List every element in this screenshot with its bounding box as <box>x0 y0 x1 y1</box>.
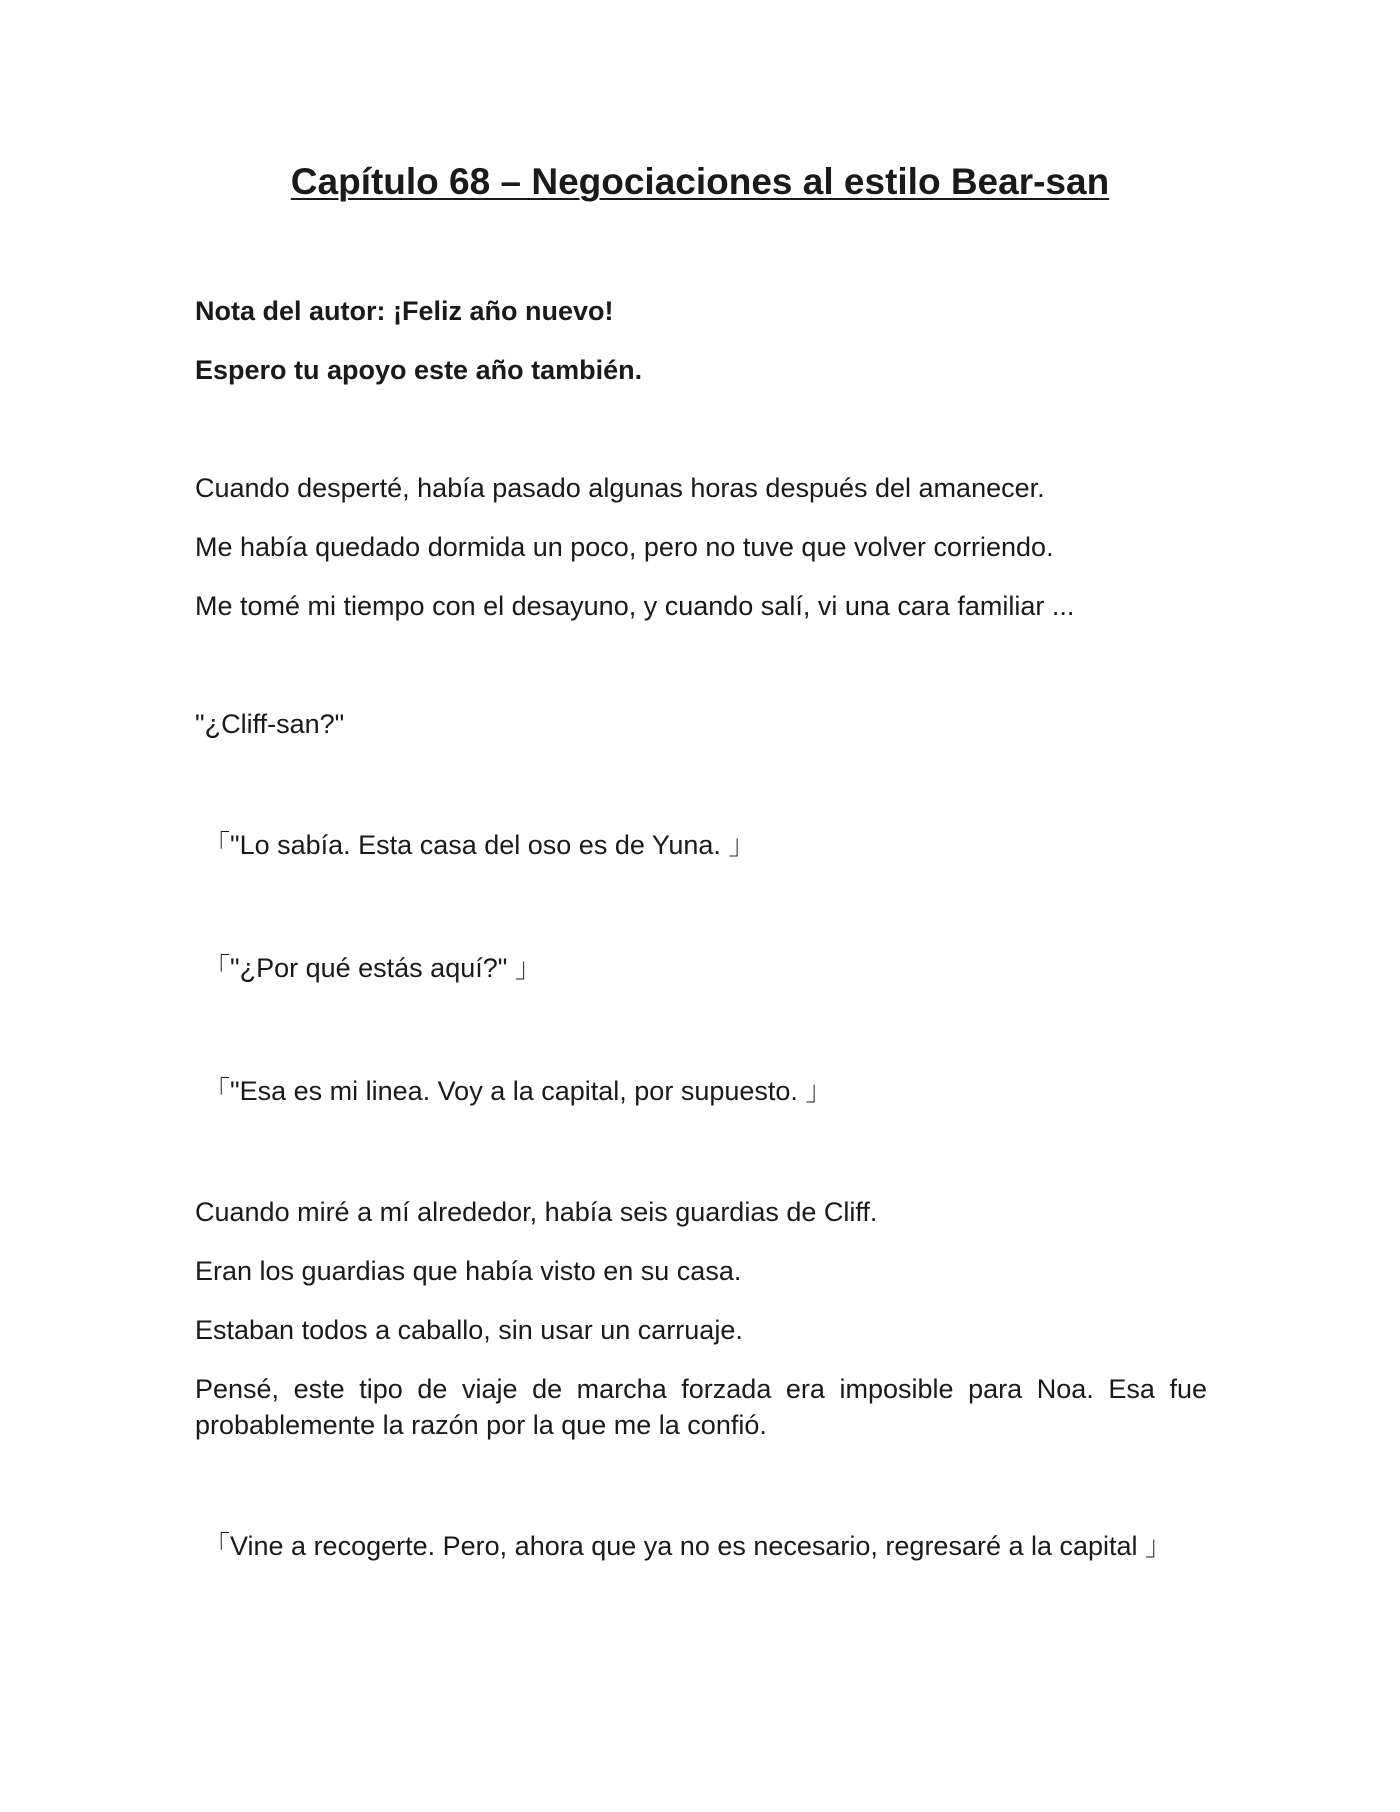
paragraph: Pensé, este tipo de viaje de marcha forzada era imposible para Noa. Esa fue probablemente la razón por la que me la confió. <box>195 1374 1207 1440</box>
author-note-line: Nota del autor: ¡Feliz año nuevo! <box>195 296 614 326</box>
paragraph: Cuando miré a mí alrededor, había seis guardias de Cliff. <box>195 1197 878 1227</box>
paragraph: Me había quedado dormida un poco, pero no tuve que volver corriendo. <box>195 532 1054 562</box>
dialogue-line: 「"¿Por qué estás aquí?" 」 <box>203 953 542 983</box>
paragraph: Cuando desperté, había pasado algunas horas después del amanecer. <box>195 473 1045 503</box>
paragraph: Me tomé mi tiempo con el desayuno, y cuando salí, vi una cara familiar ... <box>195 591 1075 621</box>
paragraph: Eran los guardias que había visto en su casa. <box>195 1256 742 1286</box>
dialogue-line: 「"Lo sabía. Esta casa del oso es de Yuna. 」 <box>203 830 756 860</box>
paragraph: "¿Cliff-san?" <box>195 709 345 739</box>
dialogue-line: 「Vine a recogerte. Pero, ahora que ya no es necesario, regresaré a la capital 」 <box>203 1531 1173 1561</box>
author-note-line: Espero tu apoyo este año también. <box>195 355 643 385</box>
chapter-title: Capítulo 68 – Negociaciones al estilo Bear-san <box>290 161 1110 202</box>
dialogue-line: 「"Esa es mi linea. Voy a la capital, por supuesto. 」 <box>203 1076 833 1106</box>
paragraph: Estaban todos a caballo, sin usar un carruaje. <box>195 1315 743 1345</box>
